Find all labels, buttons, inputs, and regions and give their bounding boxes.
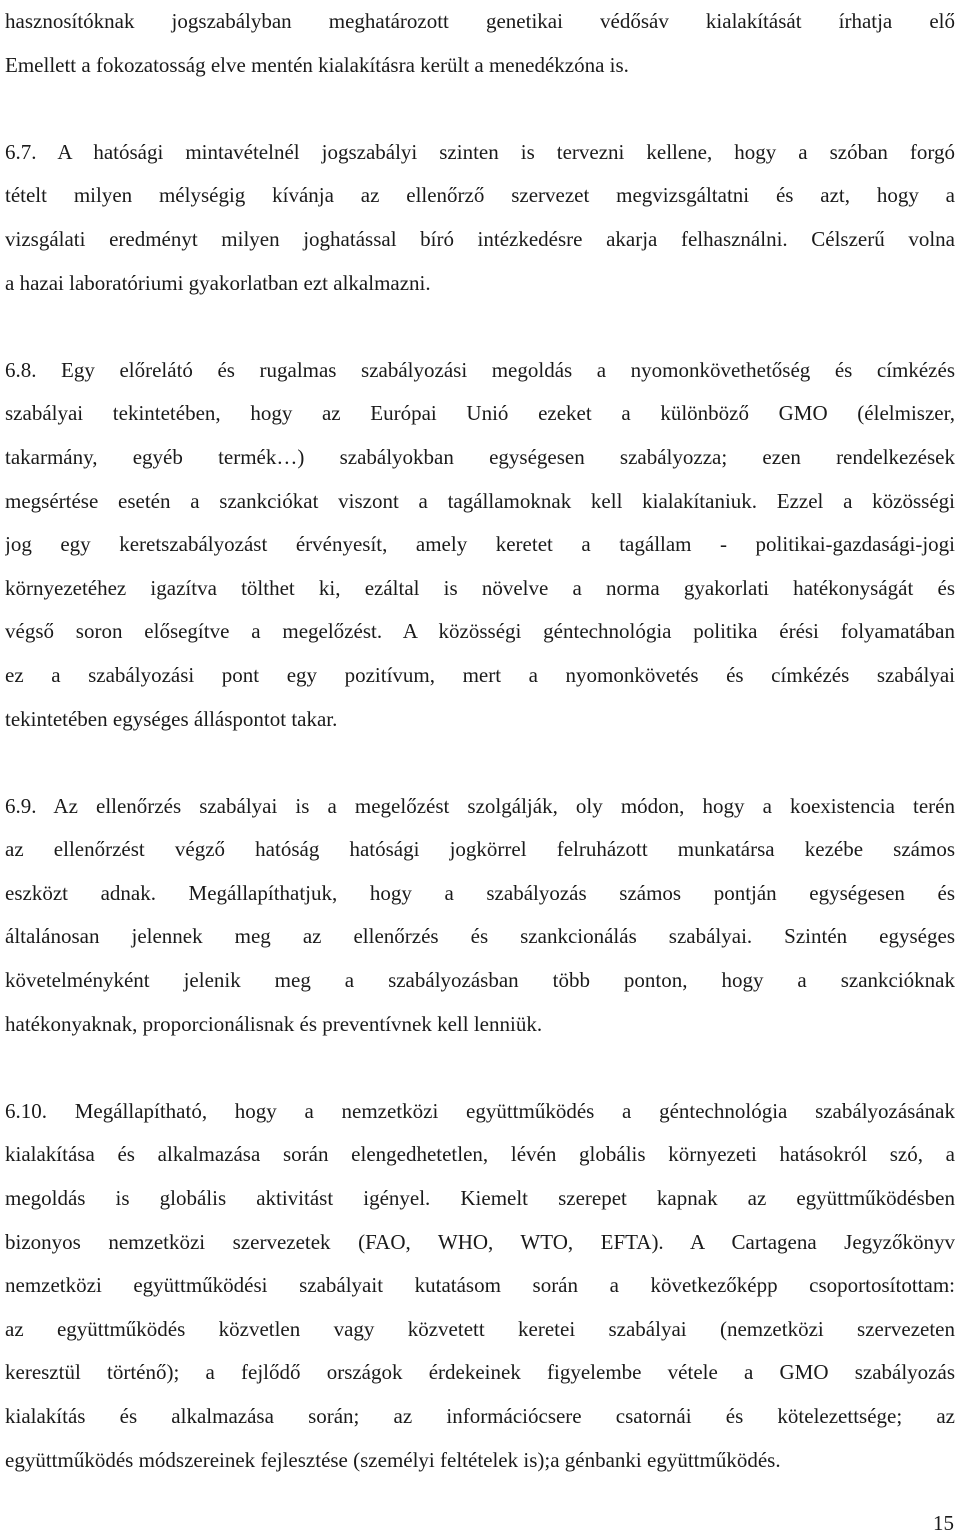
text-line: 6.10. Megállapítható, hogy a nemzetközi együttműködés a géntechnológia szabályozásának — [5, 1098, 955, 1123]
text-line: kialakítása és alkalmazása során elengedhetetlen, lévén globális környezeti hatásokról szó, a — [5, 1142, 955, 1167]
text-line: keresztül történő); a fejlődő országok érdekeinek figyelembe vétele a GMO szabályozás — [5, 1360, 955, 1385]
text-line: jog egy keretszabályozást érvényesít, amely keretet a tagállam - politikai-gazdasági-jogi — [5, 532, 955, 557]
text-line: környezetéhez igazítva tölthet ki, ezáltal is növelve a norma gyakorlati hatékonyságát és — [5, 575, 955, 600]
text-line: az ellenőrzést végző hatóság hatósági jogkörrel felruházott munkatársa kezébe számos — [5, 837, 955, 862]
text-line: hasznosítóknak jogszabályban meghatározott genetikai védősáv kialakítását írhatja elő — [5, 9, 955, 33]
text-line: végső soron elősegítve a megelőzést. A közösségi géntechnológia politika érési folyamatában — [5, 619, 955, 644]
text-line: tételt milyen mélységig kívánja az ellenőrző szervezet megvizsgáltatni és azt, hogy a — [5, 183, 955, 208]
text-line: az együttműködés közvetlen vagy közvetett keretei szabályai (nemzetközi szervezeten — [5, 1316, 955, 1341]
text-line: hatékonyaknak, proporcionálisnak és preventívnek kell lenniük. — [5, 1011, 543, 1036]
paragraph-spacer — [5, 87, 955, 131]
text-line: megoldás is globális aktivitást igényel. Kiemelt szerepet kapnak az együttműködésben — [5, 1186, 955, 1211]
text-line: kialakítás és alkalmazása során; az információcsere csatornái és kötelezettsége; az — [5, 1404, 955, 1428]
page-number: 15 — [933, 1511, 954, 1535]
paragraph-spacer — [5, 1046, 955, 1090]
text-line: tekintetében egységes álláspontot takar. — [5, 706, 338, 731]
text-line: megsértése esetén a szankciókat viszont a tagállamoknak kell kialakítaniuk. Ezzel a közösségi — [5, 488, 955, 513]
text-line: 6.7. A hatósági mintavételnél jogszabályi szinten is tervezni kellene, hogy a szóban forgó — [5, 139, 955, 164]
text-line: ez a szabályozási pont egy pozitívum, mert a nyomonkövetés és címkézés szabályai — [5, 662, 955, 687]
text-line: általánosan jelennek meg az ellenőrzés és szankcionálás szabályai. Szintén egységes — [5, 924, 955, 949]
text-line: nemzetközi együttműködési szabályait kutatásom során a következőképp csoportosítottam: — [5, 1273, 955, 1298]
text-line: szabályai tekintetében, hogy az Európai Unió ezeket a különböző GMO (élelmiszer, — [5, 401, 955, 426]
text-line: 6.9. Az ellenőrzés szabályai is a megelőzést szolgálják, oly módon, hogy a koexistencia terén — [5, 793, 955, 818]
text-line: követelményként jelenik meg a szabályozásban több ponton, hogy a szankcióknak — [5, 968, 955, 993]
paragraph-6-9 — [5, 785, 955, 1047]
text-line: eszközt adnak. Megállapíthatjuk, hogy a szabályozás számos pontján egységesen és — [5, 880, 955, 905]
paragraph-spacer — [5, 305, 955, 349]
text-line: együttműködés módszereinek fejlesztése (személyi feltételek is);a génbanki együttműködés. — [5, 1447, 781, 1472]
text-line: a hazai laboratóriumi gyakorlatban ezt alkalmazni. — [5, 270, 431, 295]
text-line: 6.8. Egy előrelátó és rugalmas szabályozási megoldás a nyomonkövethetőség és címkézés — [5, 357, 955, 382]
text-line: takarmány, egyéb termék…) szabályokban egységesen szabályozza; ezen rendelkezések — [5, 444, 955, 469]
paragraph-6-7 — [5, 131, 955, 305]
paragraph-spacer — [5, 741, 955, 785]
paragraph-6-10 — [5, 1090, 955, 1482]
top-fragment — [5, 0, 955, 87]
text-line: bizonyos nemzetközi szervezetek (FAO, WHO, WTO, EFTA). A Cartagena Jegyzőkönyv — [5, 1229, 955, 1254]
paragraph-6-8 — [5, 349, 955, 741]
document-page — [5, 0, 955, 1482]
text-line: Emellett a fokozatosság elve mentén kialakításra került a menedékzóna is. — [5, 52, 629, 77]
text-line: vizsgálati eredményt milyen joghatással bíró intézkedésre akarja felhasználni. Célszerű volna — [5, 226, 955, 251]
